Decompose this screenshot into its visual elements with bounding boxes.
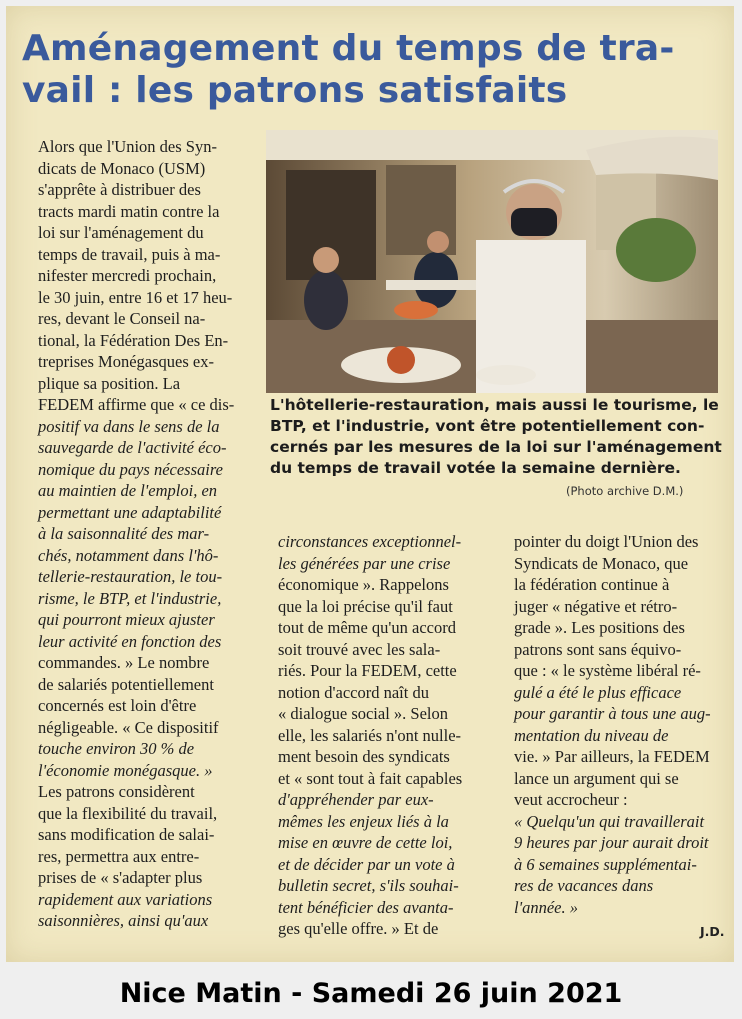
article-text-line: plique sa position. La	[38, 373, 181, 393]
article-text-line: la fédération continue à	[514, 575, 670, 594]
article-text-line: soit trouvé avec les sala-	[278, 639, 441, 659]
article-text-line: elle, les salariés n'ont nulle-	[278, 725, 462, 745]
article-text-line: res, devant le Conseil na-	[38, 309, 206, 328]
article-text-line: que la flexibilité du travail,	[38, 803, 218, 823]
article-photo	[266, 130, 718, 393]
article-text-line: circonstances exceptionnel-	[278, 532, 462, 551]
article-text-line: Alors que l'Union des Syn-	[38, 137, 217, 156]
article-text-line: que la loi précise qu'il faut	[278, 596, 453, 616]
article-text-line: positif va dans le sens de la	[38, 416, 220, 436]
newspaper-clipping	[6, 6, 734, 962]
caption-line: L'hôtellerie-restauration, mais aussi le tourisme, le	[270, 396, 719, 414]
article-text-line: et de décider par un vote à	[278, 854, 455, 874]
article-text-line: rapidement aux variations	[38, 889, 213, 909]
article-text-line: prises de « s'adapter plus	[38, 868, 203, 887]
article-text-line: leur activité en fonction des	[38, 631, 222, 651]
article-text-line: pour garantir à tous une aug-	[514, 704, 711, 723]
article-text-line: ges qu'elle offre. » Et de	[278, 919, 439, 938]
article-text-line: négligeable. « Ce dispositif	[38, 717, 219, 737]
caption-line: cernés par les mesures de la loi sur l'aménagement	[270, 438, 722, 456]
article-text-line: lance un argument qui se	[514, 768, 679, 788]
caption-line: BTP, et l'industrie, vont être potentiellement con-	[270, 417, 705, 435]
headline-line: vail : les patrons satisfaits	[22, 70, 568, 111]
article-text-line: au maintien de l'emploi, en	[38, 481, 218, 500]
article-text-line: sauvegarde de l'activité éco-	[38, 438, 227, 457]
headline-line: Aménagement du temps de tra-	[22, 28, 675, 69]
article-text-line: permettant une adaptabilité	[38, 502, 222, 522]
article-text-line: à la saisonnalité des mar-	[38, 524, 210, 543]
article-text-line: treprises Monégasques ex-	[38, 352, 214, 371]
article-text-line: tellerie-restauration, le tou-	[38, 567, 223, 586]
article-text-line: Syndicats de Monaco, que	[514, 553, 689, 573]
article-text-line: mentation du niveau de	[514, 725, 669, 745]
author-signature: J.D.	[700, 924, 725, 939]
article-text-line: concernés est loin d'être	[38, 696, 197, 715]
article-text-line: de salariés potentiellement	[38, 674, 214, 694]
article-column-1	[38, 136, 234, 932]
article-text-line: touche environ 30 % de	[38, 739, 195, 758]
article-text-line: pointer du doigt l'Union des	[514, 532, 699, 551]
article-text-line: mêmes les enjeux liés à la	[278, 811, 449, 831]
article-text-line: saisonnières, ainsi qu'aux	[38, 911, 209, 930]
article-text-line: économique ». Rappelons	[278, 575, 449, 594]
article-text-line: chés, notamment dans l'hô-	[38, 545, 219, 565]
article-text-line: nifester mercredi prochain,	[38, 266, 217, 285]
article-text-line: à 6 semaines supplémentai-	[514, 854, 697, 874]
article-text-line: gulé a été le plus efficace	[514, 682, 682, 702]
article-text-line: les générées par une crise	[278, 553, 451, 573]
article-text-line: qui pourront mieux ajuster	[38, 610, 215, 629]
article-text-line: nomique du pays nécessaire	[38, 459, 223, 479]
article-column-2	[278, 531, 462, 940]
article-text-line: Les patrons considèrent	[38, 782, 195, 801]
article-text-line: tracts mardi matin contre la	[38, 201, 220, 221]
article-text-line: 9 heures par jour aurait droit	[514, 833, 709, 852]
article-text-line: patrons sont sans équivo-	[514, 639, 682, 659]
article-text-line: veut accrocheur :	[514, 790, 628, 809]
article-text-line: riés. Pour la FEDEM, cette	[278, 661, 457, 680]
article-headline	[22, 28, 722, 112]
article-text-line: juger « négative et rétro-	[514, 596, 678, 616]
photo-credit: (Photo archive D.M.)	[566, 484, 684, 498]
article-text-line: risme, le BTP, et l'industrie,	[38, 588, 222, 608]
article-text-line: que : « le système libéral ré-	[514, 661, 701, 680]
article-text-line: l'année. »	[514, 897, 579, 917]
article-text-line: mise en œuvre de cette loi,	[278, 833, 453, 852]
article-text-line: sans modification de salai-	[38, 825, 215, 844]
article-text-line: tout de même qu'un accord	[278, 618, 456, 637]
article-text-line: dicats de Monaco (USM)	[38, 158, 206, 178]
article-text-line: ment besoin des syndicats	[278, 747, 450, 766]
article-text-line: res de vacances dans	[514, 876, 654, 895]
caption-line: du temps de travail votée la semaine dernière.	[270, 459, 681, 477]
article-text-line: « dialogue social ». Selon	[278, 704, 449, 723]
article-text-line: bulletin secret, s'ils souhai-	[278, 876, 459, 895]
article-text-line: notion d'accord naît du	[278, 682, 429, 702]
article-text-line: s'apprête à distribuer des	[38, 180, 201, 199]
article-text-line: l'économie monégasque. »	[38, 760, 213, 780]
photo-caption	[270, 395, 726, 479]
article-text-line: tent bénéficier des avanta-	[278, 897, 454, 917]
article-text-line: loi sur l'aménagement du	[38, 223, 204, 242]
article-text-line: tional, la Fédération Des En-	[38, 330, 229, 350]
article-text-line: « Quelqu'un qui travaillerait	[514, 811, 705, 831]
article-text-line: grade ». Les positions des	[514, 618, 685, 637]
article-text-line: temps de travail, puis à ma-	[38, 244, 221, 264]
article-text-line: d'appréhender par eux-	[278, 790, 434, 809]
article-text-line: et « sont tout à fait capables	[278, 768, 463, 788]
article-text-line: le 30 juin, entre 16 et 17 heu-	[38, 287, 233, 307]
article-text-line: commandes. » Le nombre	[38, 653, 210, 672]
article-column-3	[514, 531, 711, 918]
article-text-line: FEDEM affirme que « ce dis-	[38, 395, 235, 414]
article-text-line: res, permettra aux entre-	[38, 846, 200, 866]
restaurant-photo-image	[266, 130, 718, 393]
article-text-line: vie. » Par ailleurs, la FEDEM	[514, 747, 710, 766]
source-footer: Nice Matin - Samedi 26 juin 2021	[119, 978, 623, 1009]
